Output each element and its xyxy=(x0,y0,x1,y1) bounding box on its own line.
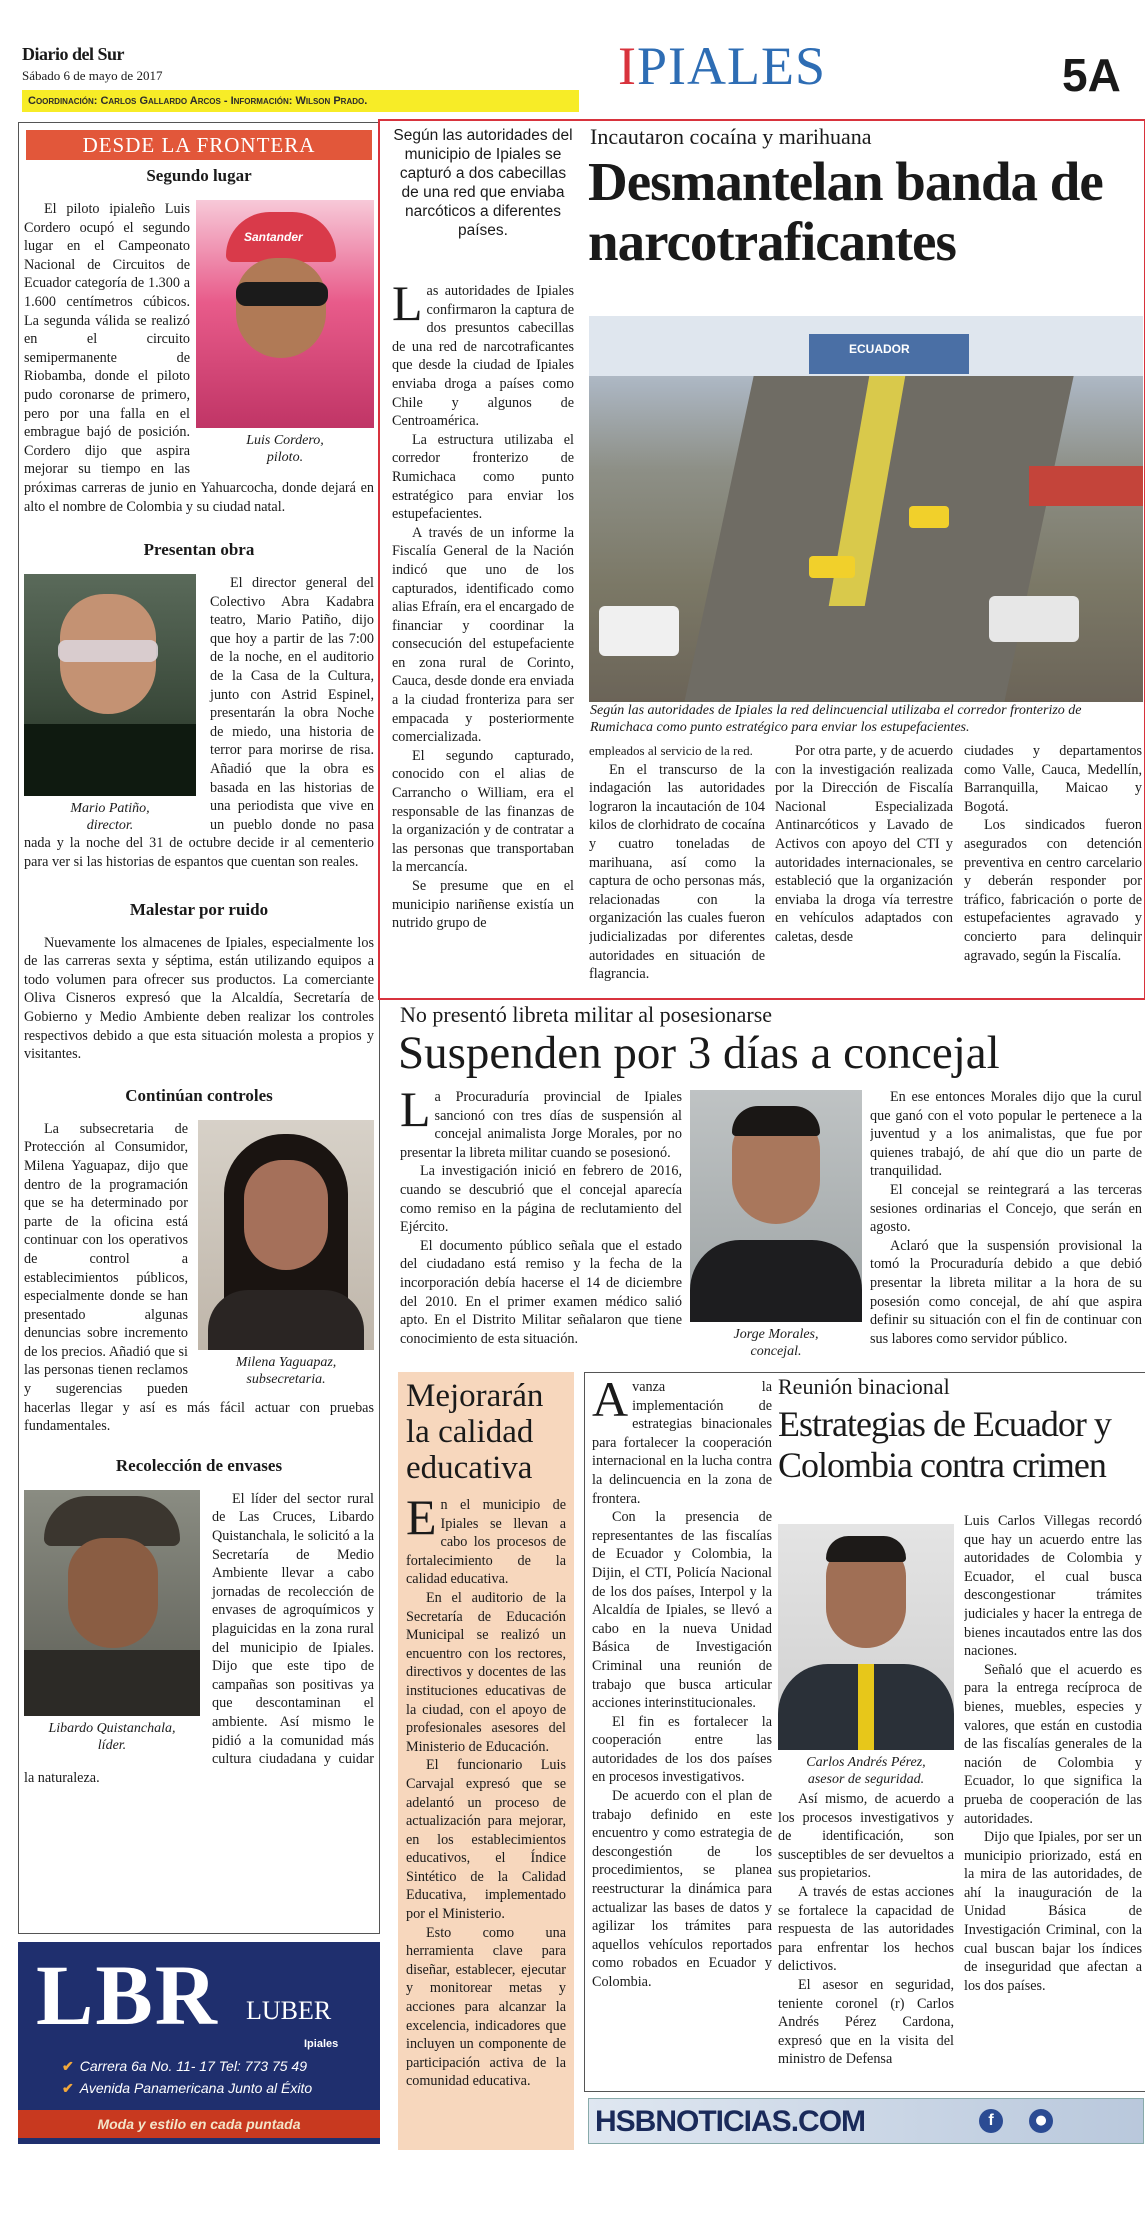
binacional-c2: Señaló que el acuerdo es para la entrega recíproca de bienes, muebles, especies y valores, que están en custodia de las fiscalías generales de la nación de Colombia y Ecuador, lo que significa la prueba de cooperación de las autoridades. xyxy=(964,1661,1142,1827)
banda-col-2 xyxy=(589,742,765,994)
patino-caption-2: director. xyxy=(86,818,134,834)
cordero-photo xyxy=(196,200,374,428)
educativa-p1 xyxy=(406,1489,566,1589)
banda-caption: Según las autoridades de Ipiales la red delincuencial utilizaba el corredor fronterizo de Rumichaca como punto estratégico para enviar los estupefacientes. xyxy=(590,703,1082,735)
page-number: 5A xyxy=(1062,49,1121,101)
check-icon: ✔ xyxy=(62,2058,74,2074)
yaguapaz-photo-block xyxy=(198,1120,374,1388)
educativa-p3: El funcionario Luis Carvajal expresó que se adelantó un proceso de actualización para mejorar, en los establecimientos educativos, el Índice Sintético de la Calidad Educativa, implementado por el Ministerio. xyxy=(406,1757,566,1923)
patino-photo xyxy=(24,574,196,796)
banda-c2b: En el transcurso de la indagación las autoridades lograron la incautación de 104 kilos de clorhidrato de cocaína y cuatro toneladas de marihuana, así como la captura de ocho personas más, relacionadas con la organización las cuales fueron judicializadas por diferentes autoridades en situación de flagrancia. xyxy=(589,761,765,983)
lbr-address-1 xyxy=(62,2058,307,2075)
banda-p1-text: as autoridades de Ipiales confirmaron la captura de dos presuntos cabecillas de una red de narcotraficantes que desde la ciudad de Ipiales enviaba droga a países como Chile y algunos de Centroamérica. xyxy=(392,283,574,430)
lbr-slogan-bar xyxy=(18,2110,380,2138)
concejal-p1-text: a Procuraduría provincial de Ipiales sancionó con tres días de suspensión al concejal animalista Jorge Morales, por no presentar la libreta militar cuando se posesionó. xyxy=(400,1089,682,1161)
banda-deck: Según las autoridades del municipio de Ipiales se capturó a dos cabecillas de una red que enviaba narcóticos a diferentes países. xyxy=(393,127,573,239)
lbr-city: Ipiales xyxy=(304,2038,339,2050)
s4-title: Continúan controles xyxy=(125,1085,273,1105)
concejal-r2: El concejal se reintegrará a las terceras sesiones ordinarias el Concejo, que serán en agosto. xyxy=(870,1181,1142,1236)
banda-c4a: ciudades y departamentos como Valle, Cauca, Medellín, Barranquilla, Maicao y Bogotá. xyxy=(964,743,1142,815)
banda-dropcap: L xyxy=(392,282,423,331)
check-icon: ✔ xyxy=(62,2080,74,2096)
binacional-b1: Así mismo, de acuerdo a los procesos investigativos y de identificación, son susceptibles de ser devueltos a sus propietarios. xyxy=(778,1791,954,1882)
banda-p5: Se presume que en el municipio nariñense existía un nutrido grupo de xyxy=(392,878,574,932)
canopy-icon xyxy=(1029,466,1143,506)
concejal-p3: El documento público señala que el estado del ciudadano está remiso y la fecha de la incorporación debía hacerse el 14 de diciembre del 2010. En el primer examen médico salió apto. En el Distrito Militar señalaron que tiene conocimiento de esta situación. xyxy=(400,1237,682,1347)
educativa-p1-text: n el municipio de Ipiales se llevan a cabo los procesos de fortalecimiento de la calidad educativa. xyxy=(406,1497,566,1588)
concejal-p2: La investigación inició en febrero de 2016, cuando se descubrió que el concejal aparecía como remiso en la página de reclutamiento del Ejército. xyxy=(400,1163,682,1236)
morales-photo xyxy=(690,1090,862,1322)
section-rest: PIALES xyxy=(636,36,826,96)
yaguapaz-top-icon xyxy=(208,1290,364,1350)
binacional-c1: Luis Carlos Villegas recordó que hay un acuerdo entre las autoridades de Colombia y Ecuador, el cual busca descongestionar trámites judiciales y hacer la entrega de bienes incautados entre las dos naciones. xyxy=(964,1513,1142,1660)
hsb-ad[interactable] xyxy=(588,2098,1144,2144)
quistanchala-photo-block xyxy=(24,1490,200,1754)
concejal-r3: Aclaró que la suspensión provisional la tomó la Procuraduría debido a que debió presentar la libreta militar a la hora de su posesión como concejal, de ahí que aspira definir su situación con el fin de continuar con sus labores como servidor público. xyxy=(870,1237,1142,1347)
issue-date: Sábado 6 de mayo de 2017 xyxy=(22,68,163,83)
banda-headline: Desmantelan banda de narcotraficantes xyxy=(588,151,1103,272)
car-icon xyxy=(809,556,855,578)
perez-caption-2: asesor de seguridad. xyxy=(807,1772,925,1787)
cordero-face-icon xyxy=(236,258,326,358)
banda-col-3 xyxy=(775,742,953,994)
s1-title: Segundo lugar xyxy=(146,166,252,185)
binacional-a1-text: vanza la implementación de estrategias binacionales para fortalecer la cooperación internacional en la lucha contra la delincuencia en la zona de frontera. xyxy=(592,1379,772,1507)
section-title xyxy=(618,36,826,96)
concejal-p1 xyxy=(400,1088,682,1162)
concejal-right-col xyxy=(870,1088,1142,1358)
car-icon xyxy=(989,596,1079,642)
concejal-dropcap: L xyxy=(400,1088,431,1137)
banda-col-1 xyxy=(392,282,574,992)
binacional-headline: Estrategias de Ecuador y Colombia contra crimen xyxy=(778,1404,1111,1485)
car-icon xyxy=(909,506,949,528)
s5-title: Recolección de envases xyxy=(115,1455,283,1475)
binacional-col-2 xyxy=(778,1790,954,2088)
perez-photo-block xyxy=(778,1524,954,1788)
banda-p4: El segundo capturado, conocido con el alias de Carrancho o William, era el responsable de las finanzas de la organización y de contratar a las personas que transportaban la mercancía. xyxy=(392,747,574,876)
binacional-col-1 xyxy=(592,1378,772,2088)
binacional-kicker: Reunión binacional xyxy=(778,1374,950,1399)
hsb-brand: HSBNOTICIAS xyxy=(595,2105,791,2138)
perez-caption-1: Carlos Andrés Pérez, xyxy=(806,1755,926,1770)
cordero-caption-2: piloto. xyxy=(266,450,304,465)
concejal-r1: En ese entonces Morales dijo que la curul que ganó con el voto popular le pertenece a la juventud y a los animalistas, que fue por quienes trabajó, de ahí que dio un parte de tranquilidad. xyxy=(870,1089,1142,1180)
banda-p2: La estructura utilizaba el corredor fronterizo de Rumichaca como punto estratégico para enviar los estupefacientes. xyxy=(392,431,574,523)
lbr-line-1: Carrera 6a No. 11- 17 Tel: 773 75 49 xyxy=(79,2058,307,2074)
facebook-icon[interactable]: f xyxy=(979,2109,1003,2133)
concejal-headline: Suspenden por 3 días a concejal xyxy=(398,1027,1000,1079)
concejal-kicker: No presentó libreta militar al posesionarse xyxy=(400,1002,773,1027)
banda-c2a: empleados al servicio de la red. xyxy=(589,743,753,758)
morales-hair-icon xyxy=(732,1106,820,1136)
binacional-c3: Dijo que Ipiales, por ser un municipio priorizado, está en la mira de las autoridades, de ahí la inauguración de la Unidad Básica de Investigación Criminal, con la cual buscan bajar los índices de inseguridad que afectan a los dos países. xyxy=(964,1829,1142,1994)
banda-c3: Por otra parte, y de acuerdo con la investigación realizada por la Dirección de Fiscalía Nacional Especializada Antinarcóticos y Lavado de Activos con apoyo del CTI y autoridades internacionales, se estableció que la organización enviaba la droga vía terrestre en vehículos adaptados con caletas, desde xyxy=(775,743,953,945)
yellow-tie-icon xyxy=(858,1664,874,1750)
morales-caption-2: concejal. xyxy=(750,1344,802,1359)
s2-title: Presentan obra xyxy=(143,540,255,560)
cordero-cap-text: Santander xyxy=(244,230,303,244)
educativa-box xyxy=(398,1372,574,2150)
banda-p3: A través de un informe la Fiscalía General de la Nación indicó que uno de los capturados, identificado como alias Efraín, era el encargado de financiar y coordinar la consecución del estupefaciente en zona rural de Corinto, Cauca, desde donde era enviada a la ciudad fronteriza para ser empacada y posteriormente comercializada. xyxy=(392,524,574,746)
binacional-b2: A través de estas acciones se fortalece la capacidad de respuesta de las autoridades para enfrentar los hechos delictivos. xyxy=(778,1883,954,1975)
banda-c4b: Los sindicados fueron asegurados con detención preventiva en centro carcelario y deberán responder por tráfico, fabricación o porte de estupefacientes agravado y concierto para delinquir agravado, según la Fiscalía. xyxy=(964,817,1142,964)
educativa-headline: Mejorarán la calidad educativa xyxy=(406,1378,544,1486)
yaguapaz-face-icon xyxy=(244,1160,328,1270)
twitter-icon[interactable]: ● xyxy=(1029,2109,1053,2133)
perez-photo xyxy=(778,1524,954,1750)
banda-kicker: Incautaron cocaína y marihuana xyxy=(590,124,872,149)
perez-hair-icon xyxy=(826,1536,906,1562)
s1-body: El piloto ipialeño Luis Cordero ocupó el segundo lugar en el Campeonato Nacional de Circuitos de Ecuador categoría de 1.300 a 1.600 centímetros cúbicos. La segunda válida se realizó en el circuito semipermanente de Riobamba, donde el piloto pudo coronarse de primero, pero por una falla en el embrague bajó de posición. Cordero dijo que aspira mejorar su tiempo en las próximas carreras de junio en Yahuarcocha, donde dejará en alto el nombre de Colombia y su ciudad natal. xyxy=(24,201,374,515)
lbr-slogan: Moda y estilo en cada puntada xyxy=(97,2116,301,2132)
binacional-a4: De acuerdo con el plan de trabajo definido en este encuentro y como estrategia de descongestión de los procedimientos, se planea reestructurar la dinámica para actualizar las bases de datos y agilizar los trámites para aquellos vehículos reportados como robados en Ecuador y Colombia. xyxy=(592,1788,772,1990)
patino-glasses-icon xyxy=(58,640,158,662)
morales-jacket-icon xyxy=(690,1240,862,1322)
quistanchala-caption-2: líder. xyxy=(97,1737,127,1753)
yaguapaz-caption-1: Milena Yaguapaz, xyxy=(235,1354,337,1370)
s3-body: Nuevamente los almacenes de Ipiales, especialmente los de las carreras sexta y séptima, están utilizando equipos a todo volumen para ofrecer sus productos. La comerciante Oliva Cisneros expresó que la Alcaldía, Secretaría de Gobierno y Medio Ambiente deben realizar los controles respectivos debido a que esta situación molesta a propios y visitantes. xyxy=(24,934,374,1063)
credits-bar xyxy=(22,90,579,112)
educativa-dropcap: E xyxy=(406,1489,437,1545)
morales-caption-1: Jorge Morales, xyxy=(733,1327,819,1342)
s3-title: Malestar por ruido xyxy=(129,899,269,919)
hsb-suffix: .COM xyxy=(790,2105,866,2138)
banda-p1 xyxy=(392,282,574,431)
yaguapaz-caption-2: subsecretaria. xyxy=(246,1371,326,1387)
quistanchala-photo xyxy=(24,1490,200,1716)
educativa-p4: Esto como una herramienta clave para diseñar, establecer, ejecutar y monitorear metas y acciones para alcanzar la excelencia, indicadores que incluyen un componente de participación activa de la comunidad educativa. xyxy=(406,1924,566,2090)
ecuador-sign: ECUADOR xyxy=(849,342,910,356)
paper-logo: Diario del Sur xyxy=(22,44,125,64)
binacional-a1 xyxy=(592,1378,772,1508)
educativa-p2: En el auditorio de la Secretaría de Educación Municipal se realizó un encuentro con los rectores, directivos y docentes de las instituciones educativas de la ciudad, con el apoyo de profesionales asesores del Ministerio de Educación. xyxy=(406,1589,566,1755)
car-icon xyxy=(599,606,679,656)
hsb-logo xyxy=(595,2105,865,2139)
patino-shirt-icon xyxy=(24,724,196,796)
patino-photo-block xyxy=(24,574,196,834)
cordero-photo-block xyxy=(196,200,374,466)
sunglasses-icon xyxy=(236,282,328,306)
binacional-dropcap: A xyxy=(592,1378,629,1427)
s2-body: El director general del Colectivo Abra Kadabra teatro, Mario Patiño, dijo que hoy a partir de las 7:00 de la noche, en el auditorio de la Casa de la Cultura, junto con Astrid Espinel, presentarán la obra Noche de miedo, una historia de terror para morirse de risa. Añadió que la obra es basada en las historias de una periodista que vive en un pueblo donde no pasa nada y la noche del 31 de octubre decide ir al cementerio para ver si las historias de espantos que cuentan son reales. xyxy=(24,575,374,870)
cordero-caption-1: Luis Cordero, xyxy=(246,433,324,448)
yaguapaz-photo xyxy=(198,1120,374,1350)
s4-body: La subsecretaria de Protección al Consumidor, Milena Yaguapaz, dijo que dentro de la programación que se ha determinado por parte de la oficina está continuar con los operativos de control a establecimientos públicos, especialmente donde se han presentado algunas denuncias sobre incremento de los precios. Añadió que si las personas tienen reclamos y sugerencias pueden hacerlas llegar y así es más fácil actuar con pruebas fundamentales. xyxy=(24,1120,374,1435)
frontera-banner xyxy=(26,130,372,160)
banda-col-4 xyxy=(964,742,1142,994)
s5-body: El líder del sector rural de Las Cruces, Libardo Quistanchala, le solicitó a la Secretaría de Medio Ambiente llevar a cabo jornadas de recolección de envases de agroquímicos y plaguicidas en la zona rural del municipio de Ipiales. Dijo que este tipo de campañas son positivas ya que descontaminan el ambiente. Así mismo le pidió a la comunidad más cultura ciudadana y cuidar la naturaleza. xyxy=(24,1490,374,1786)
morales-photo-block xyxy=(690,1090,862,1360)
section-initial: I xyxy=(618,36,637,96)
lbr-ad[interactable] xyxy=(18,1942,380,2144)
binacional-b3: El asesor en seguridad, teniente coronel (r) Carlos Andrés Pérez Cardona, expresó que en la visita del ministro de Defensa xyxy=(778,1976,954,2068)
binacional-col-3 xyxy=(964,1512,1142,2088)
frontera-column xyxy=(24,162,374,1930)
credits-text: Coordinación: Carlos Gallardo Arcos - Información: Wilson Prado. xyxy=(28,95,368,107)
lbr-address-2 xyxy=(62,2080,312,2097)
lbr-logo: LBR xyxy=(36,1947,219,2043)
quistanchala-caption-1: Libardo Quistanchala, xyxy=(48,1720,176,1736)
quistanchala-coat-icon xyxy=(24,1650,200,1716)
binacional-a2: Con la presencia de representantes de las fiscalías de Ecuador y Colombia, la Dijin, el CTI, Policía Nacional de los dos países, Interpol y la Alcaldía de Ipiales, se llevó a cabo en la nueva Unidad Básica de Investigación Criminal una reunión de trabajo que busca articular acciones interinstitucionales. xyxy=(592,1509,772,1712)
binacional-a3: El fin es fortalecer la cooperación entre las autoridades de los dos países en procesos investigativos. xyxy=(592,1713,772,1786)
patino-caption-1: Mario Patiño, xyxy=(70,801,150,817)
lbr-logo-2: LUBER xyxy=(246,1996,332,2025)
lbr-line-2: Avenida Panamericana Junto al Éxito xyxy=(79,2080,313,2096)
quistanchala-face-icon xyxy=(68,1538,158,1648)
concejal-left-col xyxy=(400,1088,682,1358)
banda-photo xyxy=(589,316,1143,702)
frontera-banner-text: DESDE LA FRONTERA xyxy=(82,133,316,157)
